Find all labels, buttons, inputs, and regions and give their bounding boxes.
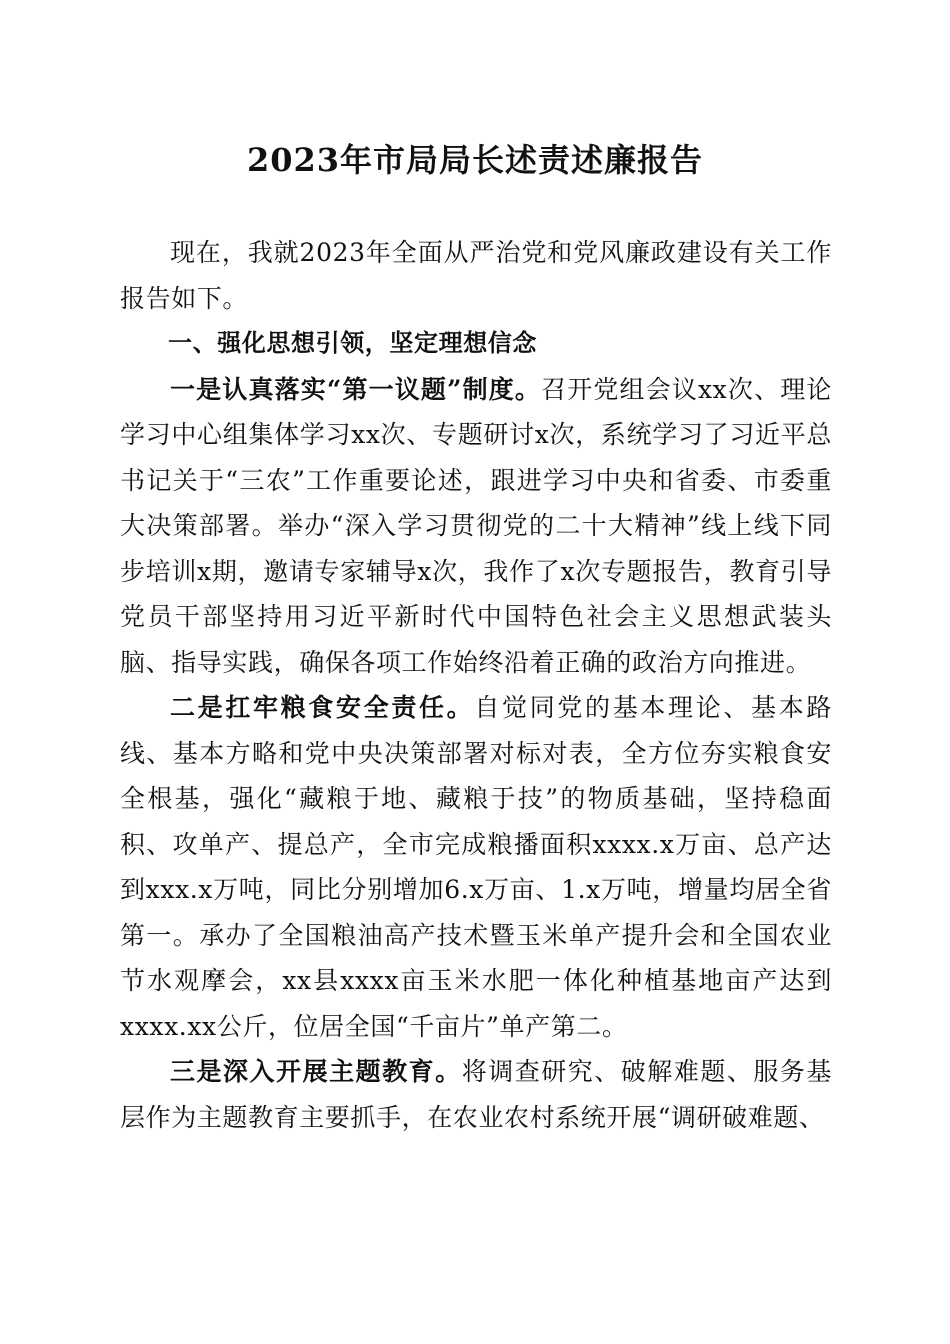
paragraph-item-1	[120, 367, 832, 686]
item-text: 召开党组会议xx次、理论学习中心组集体学习xx次、专题研讨x次，系统学习了习近平总书记关于“三农”工作重要论述，跟进学习中央和省委、市委重大决策部署。举办“深入学习贯彻党的二十大精神”线上线下同步培训x期，邀请专家辅导x次，我作了x次专题报告，教育引导党员干部坚持用习近平新时代中国特色社会主义思想武装头脑、指导实践，确保各项工作始终沿着正确的政治方向推进。	[120, 374, 832, 677]
item-lead: 三是深入开展主题教育。	[170, 1057, 462, 1086]
paragraph-item-2	[120, 685, 832, 1049]
item-text: 自觉同党的基本理论、基本路线、基本方略和党中央决策部署对标对表，全方位夯实粮食安全根基，强化“藏粮于地、藏粮于技”的物质基础，坚持稳面积、攻单产、提总产，全市完成粮播面积xxxx.x万亩、总产达到xxx.x万吨，同比分别增加6.x万亩、1.x万吨，增量均居全省第一。承办了全国粮油高产技术暨玉米单产提升会和全国农业节水观摩会，xx县xxxx亩玉米水肥一体化种植基地亩产达到xxxx.xx公斤，位居全国“千亩片”单产第二。	[120, 693, 832, 1041]
document-body	[120, 230, 832, 1140]
item-lead: 一是认真落实“第一议题”制度。	[170, 374, 542, 404]
document-title: 2023年市局局长述责述廉报告	[246, 141, 704, 179]
intro-paragraph: 现在，我就2023年全面从严治党和党风廉政建设有关工作报告如下。	[120, 238, 832, 313]
item-text: 将调查研究、破解难题、服务基层作为主题教育主要抓手，在农业农村系统开展“调研破难题、	[120, 1057, 832, 1132]
section-heading: 一、强化思想引领，坚定理想信念	[168, 329, 537, 357]
paragraph-item-3	[120, 1049, 832, 1140]
item-lead: 二是扛牢粮食安全责任。	[170, 693, 475, 722]
